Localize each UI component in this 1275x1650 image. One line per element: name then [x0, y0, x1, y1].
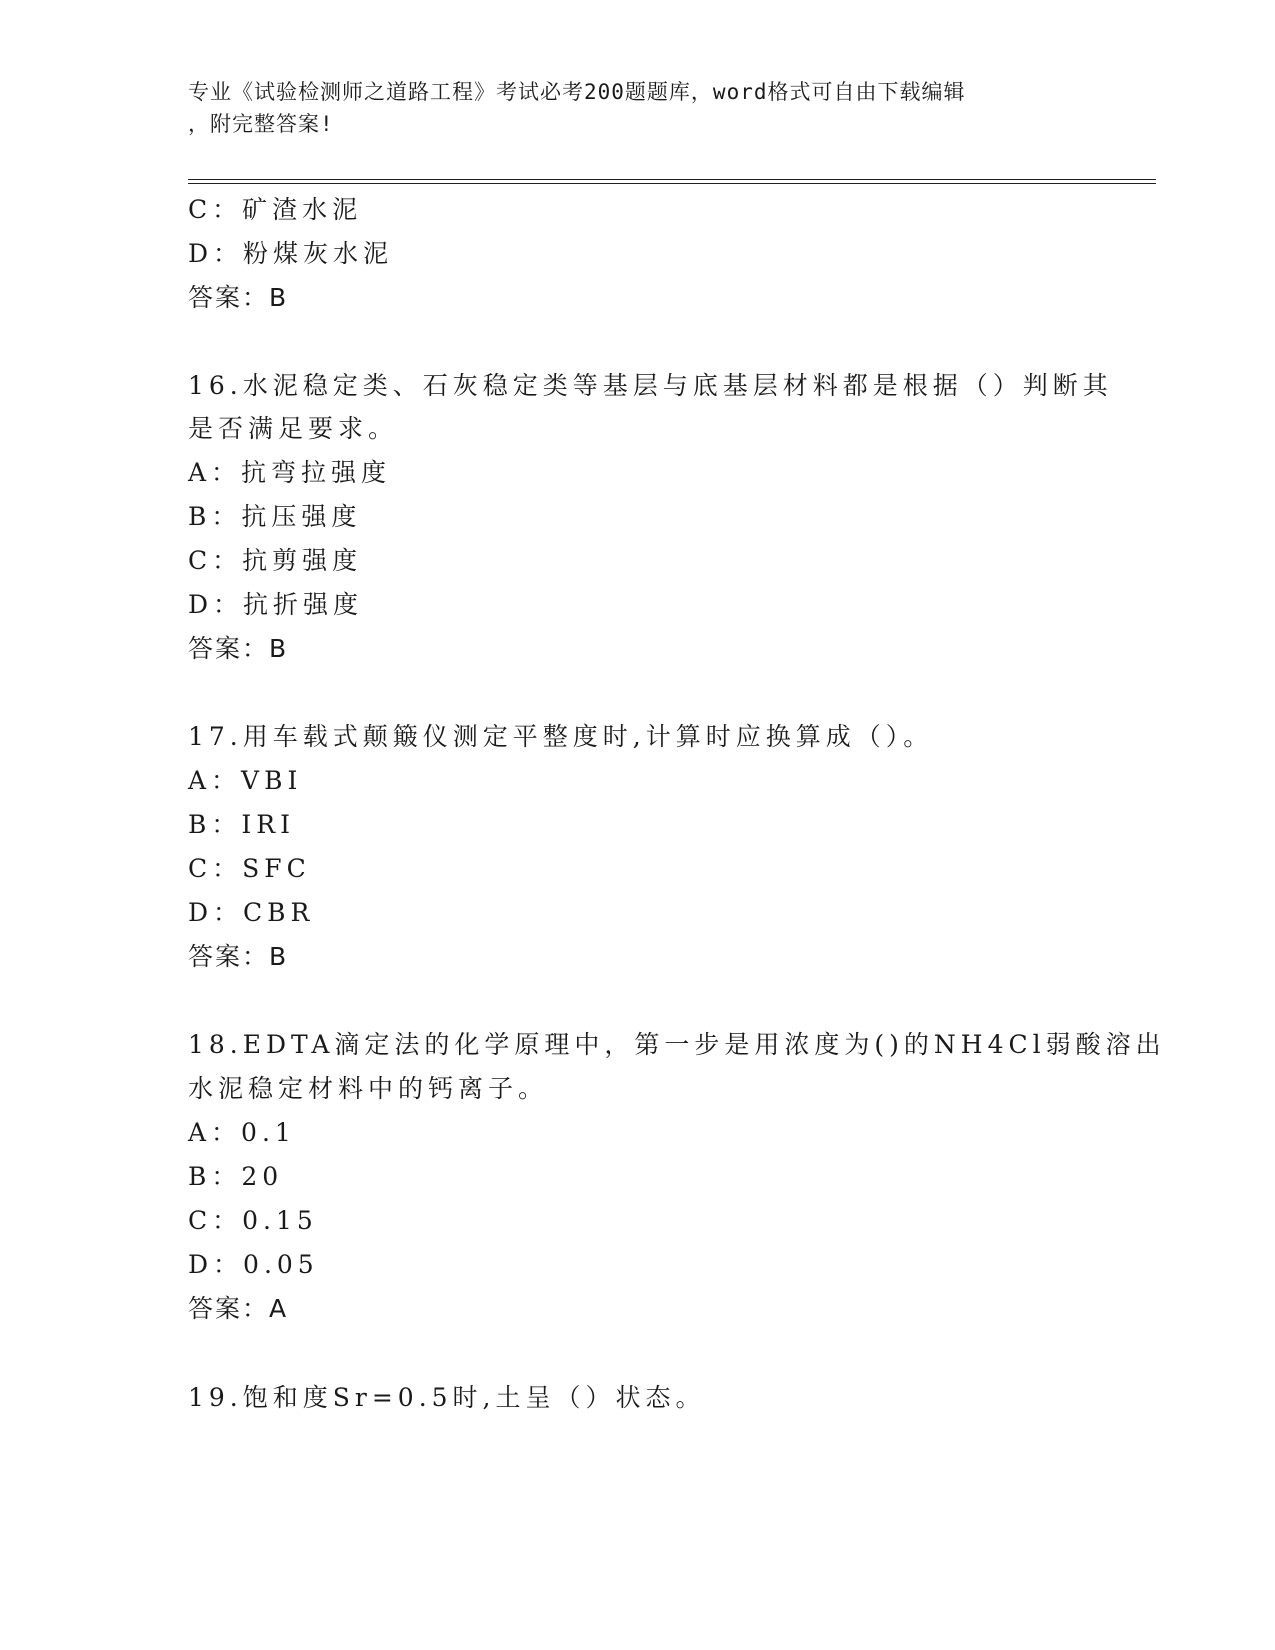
q16-option-a: A：抗弯拉强度	[188, 458, 392, 487]
header-title-line1: 专业《试验检测师之道路工程》考试必考200题题库，word格式可自由下载编辑	[188, 80, 966, 104]
q18-answer: 答案：A	[188, 1294, 289, 1323]
q15-answer: 答案：B	[188, 283, 289, 312]
header-divider-bottom	[188, 183, 1156, 184]
q18-option-b: B：20	[188, 1162, 284, 1191]
q16-option-c: C：抗剪强度	[188, 546, 363, 575]
q16-option-b: B：抗压强度	[188, 502, 362, 531]
q16-answer: 答案：B	[188, 634, 289, 663]
q16-option-d: D：抗折强度	[188, 590, 364, 619]
header-title-line2: ，附完整答案!	[188, 112, 334, 136]
q18-option-a: A：0.1	[188, 1118, 296, 1147]
q17-stem: 17.用车载式颠簸仪测定平整度时,计算时应换算成（）。	[188, 722, 934, 751]
q15-option-d: D：粉煤灰水泥	[188, 239, 394, 268]
q16-stem-line1: 16.水泥稳定类、石灰稳定类等基层与底基层材料都是根据（）判断其	[188, 371, 1113, 400]
q17-option-b: B：IRI	[188, 810, 295, 839]
q18-option-d: D：0.05	[188, 1250, 319, 1279]
document-header	[188, 76, 1088, 140]
q16-stem-line2: 是否满足要求。	[188, 414, 399, 443]
q18-stem-line2: 水泥稳定材料中的钙离子。	[188, 1074, 549, 1103]
q18-option-c: C：0.15	[188, 1206, 318, 1235]
header-divider-top	[188, 179, 1156, 180]
q19-stem: 19.饱和度Sr=0.5时,土呈（）状态。	[188, 1383, 706, 1412]
q17-option-d: D：CBR	[188, 898, 315, 927]
q17-option-a: A：VBI	[188, 766, 303, 795]
q15-option-c: C：矿渣水泥	[188, 195, 363, 224]
q17-option-c: C：SFC	[188, 854, 311, 883]
q17-answer: 答案：B	[188, 942, 289, 971]
q18-stem-line1: 18.EDTA滴定法的化学原理中，第一步是用浓度为()的NH4Cl弱酸溶出	[188, 1030, 1166, 1059]
